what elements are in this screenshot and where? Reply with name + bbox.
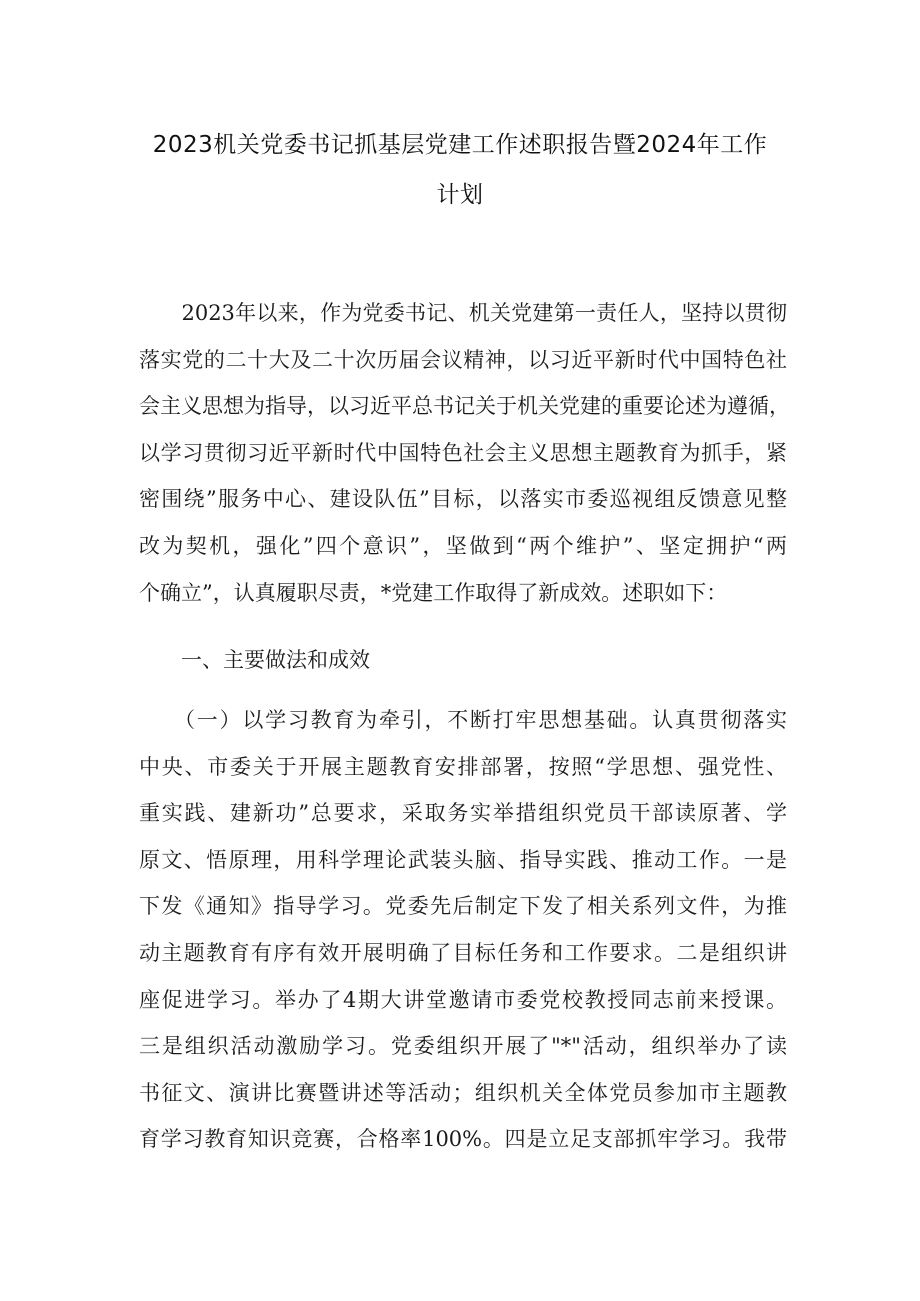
document-title-line-1: 2023机关党委书记抓基层党建工作述职报告暨2024年工作 (152, 132, 768, 158)
section-1-line: 育学习教育知识竞赛，合格率100%。四是立足支部抓牢学习。我带 (139, 1127, 787, 1152)
section-1-line: 下发《通知》指导学习。党委先后制定下发了相关系列文件，为推 (139, 894, 787, 919)
section-heading (139, 637, 787, 684)
section-1-line: 重实践、建新功”总要求，采取务实举措组织党员干部读原著、学 (139, 801, 787, 826)
section-1-line: （一）以学习教育为牵引，不断打牢思想基础。认真贯彻落实 (139, 708, 787, 732)
intro-line: 会主义思想为指导，以习近平总书记关于机关党建的重要论述为遵循， (139, 394, 790, 419)
section-1-line: 原文、悟原理，用科学理论武装头脑、指导实践、推动工作。一是 (139, 847, 787, 872)
section-1-line: 动主题教育有序有效开展明确了目标任务和工作要求。二是组织讲 (139, 940, 787, 965)
intro-line: 个确立”，认真履职尽责，*党建工作取得了新成效。述职如下： (139, 580, 728, 605)
intro-line: 改为契机，强化”四个意识”，坚做到“两个维护”、坚定拥护“两 (139, 533, 787, 558)
section-1-line: 座促进学习。举办了4期大讲堂邀请市委党校教授同志前来授课。 (139, 987, 787, 1012)
section-1-line: 三是组织活动激励学习。党委组织开展了"*"活动，组织举办了读 (139, 1034, 787, 1059)
section-1-line: 书征文、演讲比赛暨讲述等活动；组织机关全体党员参加市主题教 (139, 1080, 787, 1105)
document-title-line-2: 计划 (436, 182, 484, 208)
intro-line: 密围绕”服务中心、建设队伍”目标，以落实市委巡视组反馈意见整 (139, 487, 787, 512)
intro-line: 落实党的二十大及二十次历届会议精神，以习近平新时代中国特色社 (139, 347, 787, 372)
intro-line: 2023年以来，作为党委书记、机关党建第一责任人，坚持以贯彻 (139, 301, 787, 325)
intro-line: 以学习贯彻习近平新时代中国特色社会主义思想主题教育为抓手，紧 (139, 440, 787, 465)
intro-paragraph (139, 290, 790, 616)
section-heading-text: 一、主要做法和成效 (139, 648, 370, 672)
section-1-line: 中央、市委关于开展主题教育安排部署，按照“学思想、强党性、 (139, 754, 787, 779)
section-1-paragraph (139, 697, 787, 1163)
